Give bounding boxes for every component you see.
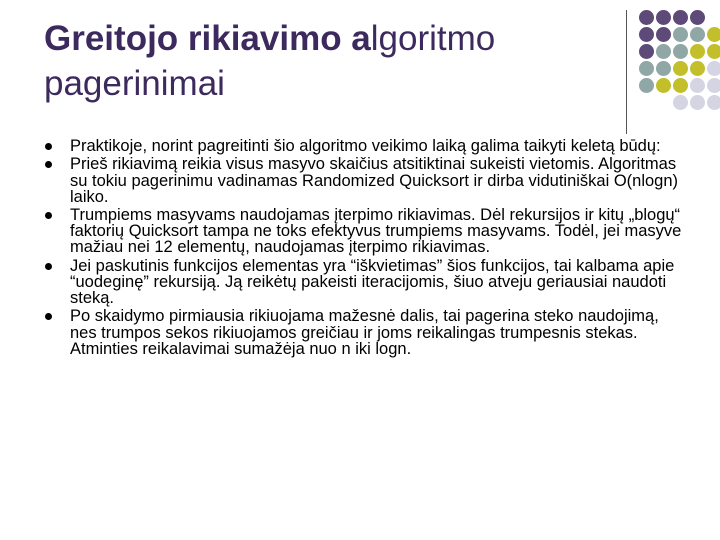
bullet-icon — [45, 212, 52, 219]
bullet-icon — [45, 263, 52, 270]
decorative-dot — [639, 27, 654, 42]
decorative-dot — [656, 61, 671, 76]
decorative-dot — [690, 44, 705, 59]
decorative-dot — [639, 44, 654, 59]
decorative-dot — [707, 44, 720, 59]
bullet-icon — [45, 161, 52, 168]
decorative-dot — [656, 44, 671, 59]
bullet-text: Po skaidymo pirmiausia rikiuojama mažesnė dalis, tai pagerina steko naudojimą, nes trumpos sekos rikiuojamos greičiau ir joms reikalingas trumpesnis stekas. Atminties reikalavimai sumažėja nuo n iki logn. — [70, 307, 659, 358]
decorative-dot — [690, 61, 705, 76]
decorative-dot — [639, 61, 654, 76]
bullet-text: Praktikoje, norint pagreitinti šio algoritmo veikimo laiką galima taikyti keletą būdų: — [70, 137, 661, 155]
decorative-dot — [639, 10, 654, 25]
decorative-dot — [690, 78, 705, 93]
decorative-dot — [673, 61, 688, 76]
bullet-item — [44, 207, 684, 256]
decorative-dot — [690, 10, 705, 25]
bullet-item — [44, 156, 684, 205]
decorative-dot — [673, 44, 688, 59]
bullet-icon — [45, 143, 52, 150]
bullet-icon — [45, 313, 52, 320]
decorative-dot — [707, 95, 720, 110]
decorative-dot — [707, 27, 720, 42]
decorative-dot — [673, 27, 688, 42]
bullet-text: Trumpiems masyvams naudojamas įterpimo rikiavimas. Dėl rekursijos ir kitų „blogų“ faktorių Quicksort tampa ne toks efektyvus trumpiems masyvams. Todėl, jei masyve mažiau nei 12 elementų, naudojamas įterpimo rikiavimas. — [70, 206, 682, 257]
bullet-text: Jei paskutinis funkcijos elementas yra “iškvietimas” šios funkcijos, tai kalbama apie “uodeginę” rekursiją. Ją reikėtų pakeisti iteracijomis, šiuo atveju geriausiai naudoti steką. — [70, 256, 675, 308]
decorative-dot-grid — [0, 0, 720, 140]
title-bold-part: Greitojo rikiavimo a — [44, 19, 371, 58]
decorative-dot — [656, 27, 671, 42]
decorative-dot — [690, 27, 705, 42]
bullet-list — [44, 138, 684, 359]
decorative-dot — [673, 10, 688, 25]
decorative-dot — [656, 78, 671, 93]
decorative-dot — [690, 95, 705, 110]
decorative-dot — [673, 78, 688, 93]
bullet-item — [44, 308, 684, 357]
decorative-dot — [639, 78, 654, 93]
title-line-2: pagerinimai — [44, 64, 225, 103]
bullet-item — [44, 138, 684, 154]
decorative-dot — [673, 95, 688, 110]
bullet-text: Prieš rikiavimą reikia visus masyvo skaičius atsitiktinai sukeisti vietomis. Algoritmas su tokiu pagerinimu vadinamas Randomized Quicksort ir dirba vidutiniškai O(nlogn) laiko. — [70, 155, 679, 206]
bullet-item — [44, 258, 684, 307]
title-regular-part: lgoritmo — [370, 19, 496, 58]
decorative-dot — [707, 78, 720, 93]
decorative-dot — [707, 61, 720, 76]
decorative-dot — [656, 10, 671, 25]
